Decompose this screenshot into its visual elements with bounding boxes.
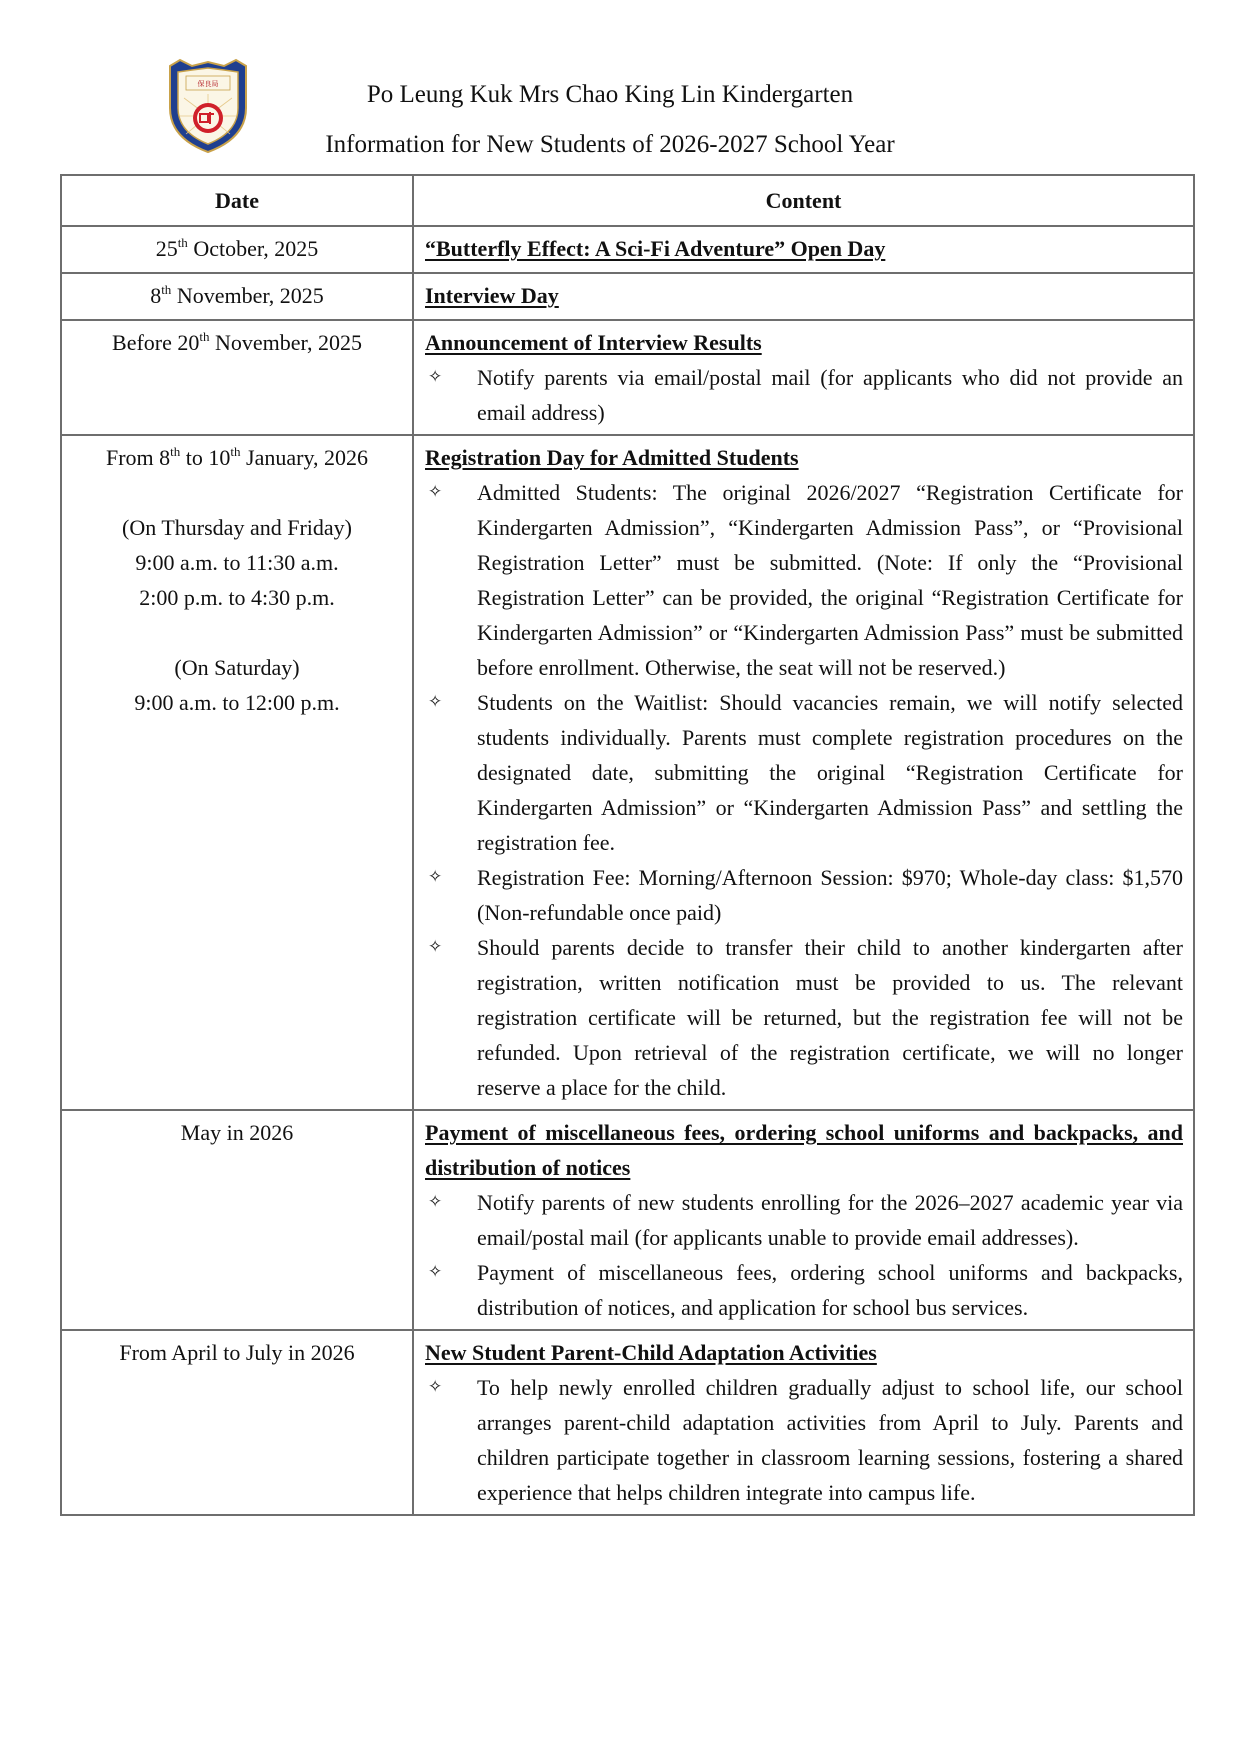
date-suffix: th bbox=[161, 282, 172, 297]
session-time-morning: 9:00 a.m. to 11:30 a.m. bbox=[135, 550, 339, 575]
document-title: Information for New Students of 2026-2027 School Year bbox=[325, 131, 895, 158]
date-day-end: 10 bbox=[208, 445, 231, 470]
content-cell bbox=[413, 1330, 1194, 1515]
four-point-star-bullet-icon: ✧ bbox=[428, 1262, 443, 1282]
date-day: 20 bbox=[177, 330, 200, 355]
crest-icon bbox=[164, 58, 252, 154]
session-label-saturday: (On Saturday) bbox=[174, 655, 300, 680]
session-time-afternoon: 2:00 p.m. to 4:30 p.m. bbox=[139, 585, 335, 610]
four-point-star-bullet-icon: ✧ bbox=[428, 692, 443, 712]
bullet-text: Students on the Waitlist: Should vacancies remain, we will notify selected students individually. Parents must complete registration procedures on the designated date, submitting the original “Registration Certificate for Kindergarten Admission” or “Kindergarten Admission Pass” and settling the registration fee. bbox=[477, 690, 1183, 855]
date-suffix-end: th bbox=[230, 444, 241, 459]
bullet-text: Notify parents of new students enrolling for the 2026–2027 academic year via email/postal mail (for applicants unable to provide email addresses). bbox=[477, 1190, 1183, 1250]
content-cell bbox=[413, 435, 1194, 1110]
date-cell bbox=[61, 1330, 413, 1515]
table-header-row bbox=[61, 175, 1194, 226]
four-point-star-bullet-icon: ✧ bbox=[428, 937, 443, 957]
date-suffix: th bbox=[177, 235, 188, 250]
document-header bbox=[250, 70, 970, 170]
schedule-table bbox=[60, 174, 1195, 1516]
bullet-item bbox=[425, 475, 1183, 685]
date-text: May in 2026 bbox=[180, 1120, 294, 1145]
bullet-text: Notify parents via email/postal mail (for applicants who did not provide an email address) bbox=[477, 365, 1183, 425]
table-row bbox=[61, 320, 1194, 435]
date-connector: to bbox=[180, 445, 209, 470]
table-row bbox=[61, 435, 1194, 1110]
event-heading: Interview Day bbox=[425, 283, 559, 308]
event-heading: Registration Day for Admitted Students bbox=[425, 445, 799, 470]
event-heading: Payment of miscellaneous fees, ordering school uniforms and backpacks, and distribution of notices bbox=[425, 1120, 1183, 1180]
column-header-content: Content bbox=[413, 175, 1194, 226]
date-cell bbox=[61, 273, 413, 320]
four-point-star-bullet-icon: ✧ bbox=[428, 867, 443, 887]
date-text: From April to July in 2026 bbox=[119, 1340, 355, 1365]
date-cell bbox=[61, 320, 413, 435]
date-month-year: November, 2025 bbox=[209, 330, 362, 355]
four-point-star-bullet-icon: ✧ bbox=[428, 1192, 443, 1212]
session-label-weekday: (On Thursday and Friday) bbox=[122, 515, 352, 540]
date-month-year: November, 2025 bbox=[171, 283, 324, 308]
date-month-year: October, 2025 bbox=[187, 236, 319, 261]
date-day: 25 bbox=[155, 236, 178, 261]
bullet-item bbox=[425, 1185, 1183, 1255]
school-name: Po Leung Kuk Mrs Chao King Lin Kindergarten bbox=[366, 81, 854, 108]
table-row bbox=[61, 1330, 1194, 1515]
date-cell bbox=[61, 226, 413, 273]
bullet-item bbox=[425, 685, 1183, 860]
bullet-item bbox=[425, 860, 1183, 930]
date-suffix: th bbox=[170, 444, 181, 459]
bullet-item bbox=[425, 930, 1183, 1105]
bullet-text: Payment of miscellaneous fees, ordering school uniforms and backpacks, distribution of notices, and application for school bus services. bbox=[477, 1260, 1183, 1320]
column-header-date: Date bbox=[61, 175, 413, 226]
bullet-item bbox=[425, 1370, 1183, 1510]
content-cell bbox=[413, 320, 1194, 435]
content-cell bbox=[413, 226, 1194, 273]
bullet-text: Registration Fee: Morning/Afternoon Session: $970; Whole-day class: $1,570 (Non-refundable once paid) bbox=[477, 865, 1183, 925]
table-row bbox=[61, 273, 1194, 320]
date-day: 8 bbox=[150, 283, 162, 308]
table-row bbox=[61, 1110, 1194, 1330]
date-day: 8 bbox=[159, 445, 171, 470]
date-prefix: From bbox=[105, 445, 160, 470]
date-cell bbox=[61, 435, 413, 1110]
bullet-text: Admitted Students: The original 2026/2027 “Registration Certificate for Kindergarten Admission”, “Kindergarten Admission Pass”, or “Provisional Registration Letter” must be submitted. (Note: If only the “Provisional Registration Letter” can be provided, the original “Registration Certificate for Kindergarten Admission” or “Kindergarten Admission Pass” must be submitted before enrollment. Otherwise, the seat will not be reserved.) bbox=[477, 480, 1183, 680]
bullet-item bbox=[425, 360, 1183, 430]
date-range bbox=[62, 440, 412, 475]
bullet-text: Should parents decide to transfer their child to another kindergarten after registration, written notification must be provided to us. The relevant registration certificate will be returned, but the registration fee will not be refunded. Upon retrieval of the registration certificate, we will no longer reserve a place for the child. bbox=[477, 935, 1183, 1100]
date-suffix: th bbox=[199, 329, 210, 344]
four-point-star-bullet-icon: ✧ bbox=[428, 1377, 443, 1397]
bullet-text: To help newly enrolled children gradually adjust to school life, our school arranges parent-child adaptation activities from April to July. Parents and children participate together in classroom learning sessions, fostering a shared experience that helps children integrate into campus life. bbox=[477, 1375, 1183, 1505]
date-month-year: January, 2026 bbox=[240, 445, 369, 470]
table-row bbox=[61, 226, 1194, 273]
content-cell bbox=[413, 273, 1194, 320]
content-cell bbox=[413, 1110, 1194, 1330]
svg-text:保良局: 保良局 bbox=[197, 80, 219, 88]
date-cell bbox=[61, 1110, 413, 1330]
four-point-star-bullet-icon: ✧ bbox=[428, 482, 443, 502]
date-prefix: Before bbox=[112, 330, 178, 355]
event-heading: “Butterfly Effect: A Sci-Fi Adventure” Open Day bbox=[425, 236, 886, 261]
school-crest-logo bbox=[164, 58, 252, 154]
bullet-item bbox=[425, 1255, 1183, 1325]
event-heading: New Student Parent-Child Adaptation Activities bbox=[425, 1340, 877, 1365]
session-time-saturday: 9:00 a.m. to 12:00 p.m. bbox=[134, 690, 340, 715]
event-heading: Announcement of Interview Results bbox=[425, 330, 762, 355]
four-point-star-bullet-icon: ✧ bbox=[428, 367, 443, 387]
